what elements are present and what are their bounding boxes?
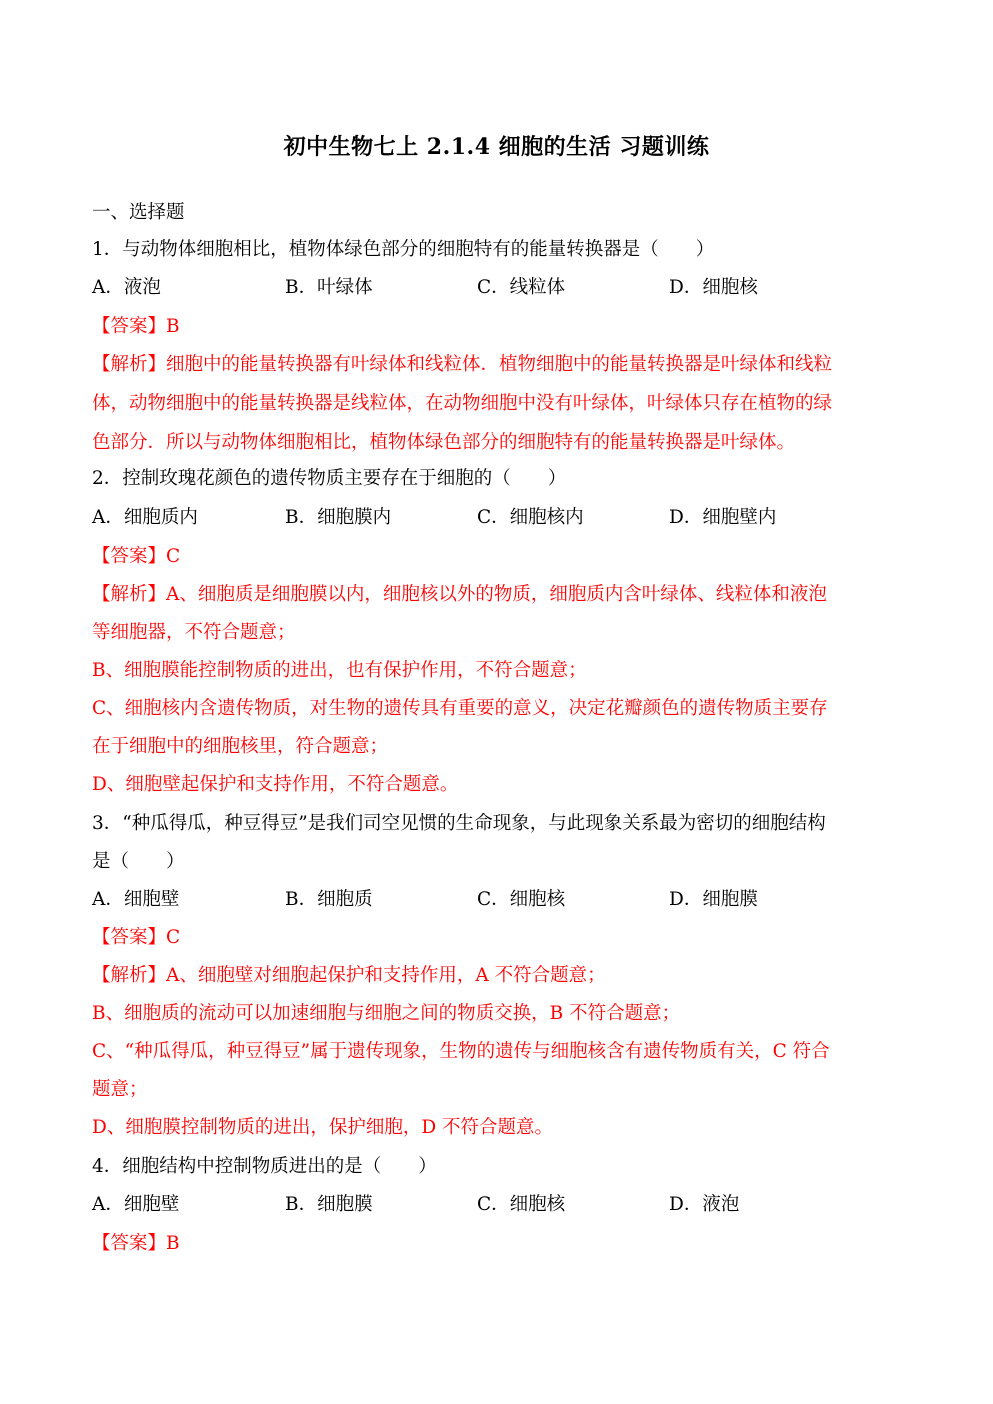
question-2-option-a: A．细胞质内 [92, 507, 198, 528]
question-4-option-c: C．细胞核 [477, 1194, 566, 1215]
question-1-answer: 【答案】B [92, 316, 180, 337]
question-1-analysis-line: 体，动物细胞中的能量转换器是线粒体，在动物细胞中没有叶绿体，叶绿体只存在植物的绿 [92, 393, 833, 414]
question-4-answer: 【答案】B [92, 1233, 180, 1254]
question-1-option-d: D．细胞核 [669, 277, 758, 298]
question-3-analysis-line: C、“种瓜得瓜，种豆得豆”属于遗传现象，生物的遗传与细胞核含有遗传物质有关，C 符合 [92, 1041, 830, 1062]
question-4-option-b: B．细胞膜 [285, 1194, 373, 1215]
question-2-analysis-line: 等细胞器，不符合题意； [92, 622, 296, 643]
question-3-analysis-line: 【解析】A、细胞壁对细胞起保护和支持作用，A 不符合题意； [92, 965, 606, 986]
question-2-option-d: D．细胞壁内 [669, 507, 777, 528]
question-2-analysis-line: 在于细胞中的细胞核里，符合题意； [92, 736, 389, 757]
question-2-option-c: C．细胞核内 [477, 507, 584, 528]
question-3-option-a: A．细胞壁 [92, 889, 180, 910]
question-4-option-a: A．细胞壁 [92, 1194, 180, 1215]
question-2-analysis-line: 【解析】A、细胞质是细胞膜以内，细胞核以外的物质，细胞质内含叶绿体、线粒体和液泡 [92, 584, 827, 605]
question-2-option-b: B．细胞膜内 [285, 507, 392, 528]
question-2-analysis-line: D、细胞壁起保护和支持作用，不符合题意。 [92, 774, 459, 795]
question-4-stem: 4．细胞结构中控制物质进出的是（ ） [92, 1156, 437, 1177]
question-3-option-c: C．细胞核 [477, 889, 566, 910]
question-1-analysis-line: 【解析】细胞中的能量转换器有叶绿体和线粒体．植物细胞中的能量转换器是叶绿体和线粒 [92, 354, 833, 375]
question-3-analysis-line: 题意； [92, 1079, 148, 1100]
question-3-stem: 是（ ） [92, 851, 185, 872]
question-4-option-d: D．液泡 [669, 1194, 740, 1215]
question-1-option-a: A．液泡 [92, 277, 161, 298]
question-3-option-b: B．细胞质 [285, 889, 373, 910]
section-heading: 一、选择题 [92, 202, 185, 223]
question-3-stem: 3．“种瓜得瓜，种豆得豆”是我们司空见惯的生命现象，与此现象关系最为密切的细胞结构 [92, 813, 826, 834]
question-2-answer: 【答案】C [92, 546, 181, 567]
question-3-answer: 【答案】C [92, 927, 181, 948]
question-3-analysis-line: B、细胞质的流动可以加速细胞与细胞之间的物质交换，B 不符合题意； [92, 1003, 681, 1024]
question-1-stem: 1．与动物体细胞相比，植物体绿色部分的细胞特有的能量转换器是（ ） [92, 239, 715, 260]
question-2-analysis-line: B、细胞膜能控制物质的进出，也有保护作用，不符合题意； [92, 660, 587, 681]
question-1-option-c: C．线粒体 [477, 277, 566, 298]
question-1-analysis-line: 色部分．所以与动物体细胞相比，植物体绿色部分的细胞特有的能量转换器是叶绿体。 [92, 432, 796, 453]
question-2-stem: 2．控制玫瑰花颜色的遗传物质主要存在于细胞的（ ） [92, 468, 567, 489]
page-title: 初中生物七上 2.1.4 细胞的生活 习题训练 [283, 134, 710, 160]
question-3-analysis-line: D、细胞膜控制物质的进出，保护细胞，D 不符合题意。 [92, 1117, 554, 1138]
question-1-option-b: B．叶绿体 [285, 277, 373, 298]
question-3-option-d: D．细胞膜 [669, 889, 758, 910]
question-2-analysis-line: C、细胞核内含遗传物质，对生物的遗传具有重要的意义，决定花瓣颜色的遗传物质主要存 [92, 698, 828, 719]
